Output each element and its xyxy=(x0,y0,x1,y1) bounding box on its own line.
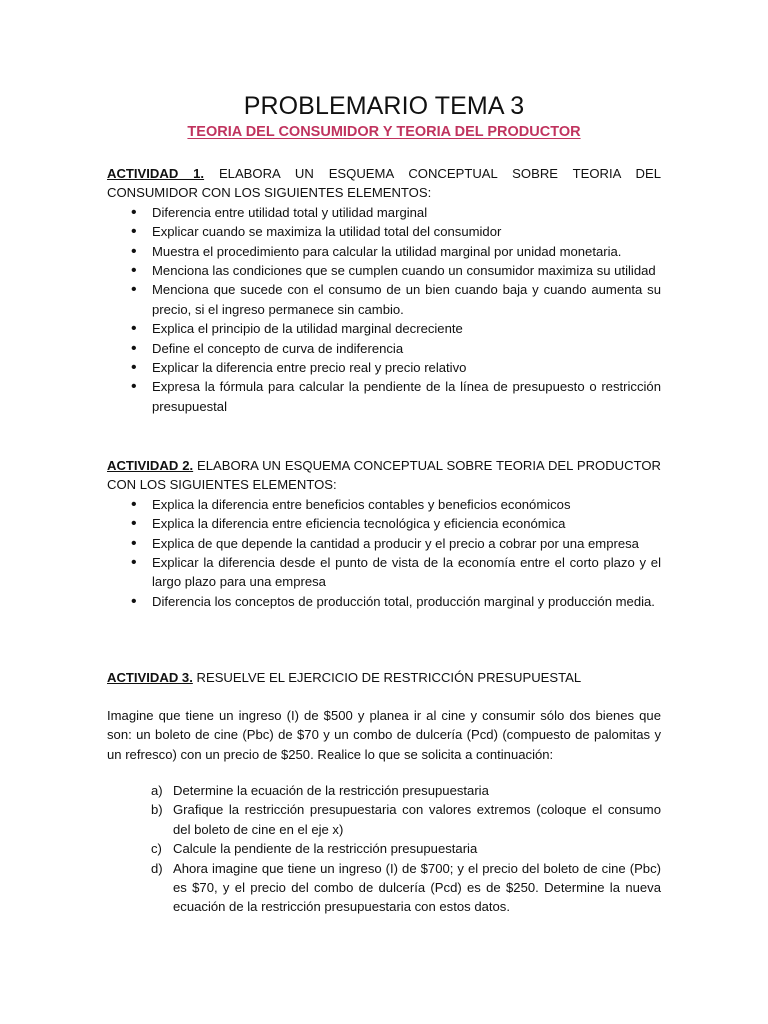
item-text: Grafique la restricción presupuestaria con valores extremos (coloque el consumo del boleto de cine en el eje x) xyxy=(173,802,661,837)
list-item: • Explica el principio de la utilidad marginal decreciente xyxy=(107,319,661,338)
item-text: Calcule la pendiente de la restricción presupuestaria xyxy=(173,841,478,857)
actividad-1-text: ELABORA UN ESQUEMA CONCEPTUAL SOBRE TEORIA DEL CONSUMIDOR CON LOS SIGUIENTES ELEMENTOS: xyxy=(107,166,661,201)
list-item: • Diferencia los conceptos de producción total, producción marginal y producción media. xyxy=(107,592,661,611)
list-item: • Define el concepto de curva de indiferencia xyxy=(107,339,661,358)
document-title: PROBLEMARIO TEMA 3 xyxy=(243,92,525,120)
actividad-2-heading xyxy=(107,456,661,495)
actividad-1-label: ACTIVIDAD 1. xyxy=(107,166,205,181)
list-item: • Explica la diferencia entre eficiencia tecnológica y eficiencia económica xyxy=(107,514,661,533)
actividad-2-list xyxy=(107,495,661,611)
item-text: Determine la ecuación de la restricción presupuestaria xyxy=(173,783,489,798)
list-item: • Explicar cuando se maximiza la utilidad total del consumidor xyxy=(107,222,661,241)
actividad-2-text: ELABORA UN ESQUEMA CONCEPTUAL SOBRE TEORIA DEL PRODUCTOR CON LOS SIGUIENTES ELEMENTOS: xyxy=(107,458,661,493)
actividad-2-label: ACTIVIDAD 2. xyxy=(107,458,194,473)
actividad-3-intro: Imagine que tiene un ingreso (I) de $500 y planea ir al cine y consumir sólo dos bienes que son: un boleto de cine (Pbc) de $70 y un combo de dulcería (Pcd) (compuesto de palomitas y un refresco) con un precio de $250. Realice lo que se solicita a continuación: xyxy=(107,708,661,762)
item-text: Ahora imagine que tiene un ingreso (I) de $700; y el precio del boleto de cine (Pbc) es $70, y el precio del combo de dulcería (Pcd) es de $250. Determine la nueva ecuación de la restricción presupuestaria con estos datos. xyxy=(173,860,661,915)
list-item: • Expresa la fórmula para calcular la pendiente de la línea de presupuesto o restricción presupuestal xyxy=(107,377,661,416)
item-letter: a) xyxy=(151,783,163,798)
item-letter: b) xyxy=(151,802,163,818)
list-item: • Explica de que depende la cantidad a producir y el precio a cobrar por una empresa xyxy=(107,534,661,553)
actividad-3-section xyxy=(107,668,661,687)
list-item: • Explicar la diferencia desde el punto de vista de la economía entre el corto plazo y el largo plazo para una empresa xyxy=(107,553,661,592)
document-page xyxy=(107,0,661,1024)
actividad-3-heading xyxy=(107,668,661,687)
item-letter: c) xyxy=(151,841,162,857)
actividad-3-text: RESUELVE EL EJERCICIO DE RESTRICCIÓN PRESUPUESTAL xyxy=(196,670,582,685)
list-item: • Muestra el procedimiento para calcular la utilidad marginal por unidad monetaria. xyxy=(107,242,661,261)
item-letter: d) xyxy=(151,860,163,876)
list-item: • Explica la diferencia entre beneficios contables y beneficios económicos xyxy=(107,495,661,514)
list-item xyxy=(107,781,661,800)
actividad-1-section xyxy=(107,164,661,416)
actividad-3-tasks xyxy=(107,781,661,917)
list-item: • Diferencia entre utilidad total y utilidad marginal xyxy=(107,203,661,222)
list-item xyxy=(107,859,661,917)
document-subtitle: TEORIA DEL CONSUMIDOR Y TEORIA DEL PRODUCTOR xyxy=(187,124,581,140)
actividad-1-list xyxy=(107,203,661,416)
list-item: • Menciona las condiciones que se cumplen cuando un consumidor maximiza su utilidad xyxy=(107,261,661,280)
list-item: • Menciona que sucede con el consumo de un bien cuando baja y cuando aumenta su precio, si el ingreso permanece sin cambio. xyxy=(107,280,661,319)
actividad-2-section xyxy=(107,456,661,611)
actividad-3-intro-section xyxy=(107,706,661,764)
list-item xyxy=(107,839,661,858)
actividad-3-label: ACTIVIDAD 3. xyxy=(107,670,193,685)
actividad-1-heading xyxy=(107,164,661,203)
actividad-3-list xyxy=(107,781,661,917)
list-item xyxy=(107,800,661,839)
list-item: • Explicar la diferencia entre precio real y precio relativo xyxy=(107,358,661,377)
